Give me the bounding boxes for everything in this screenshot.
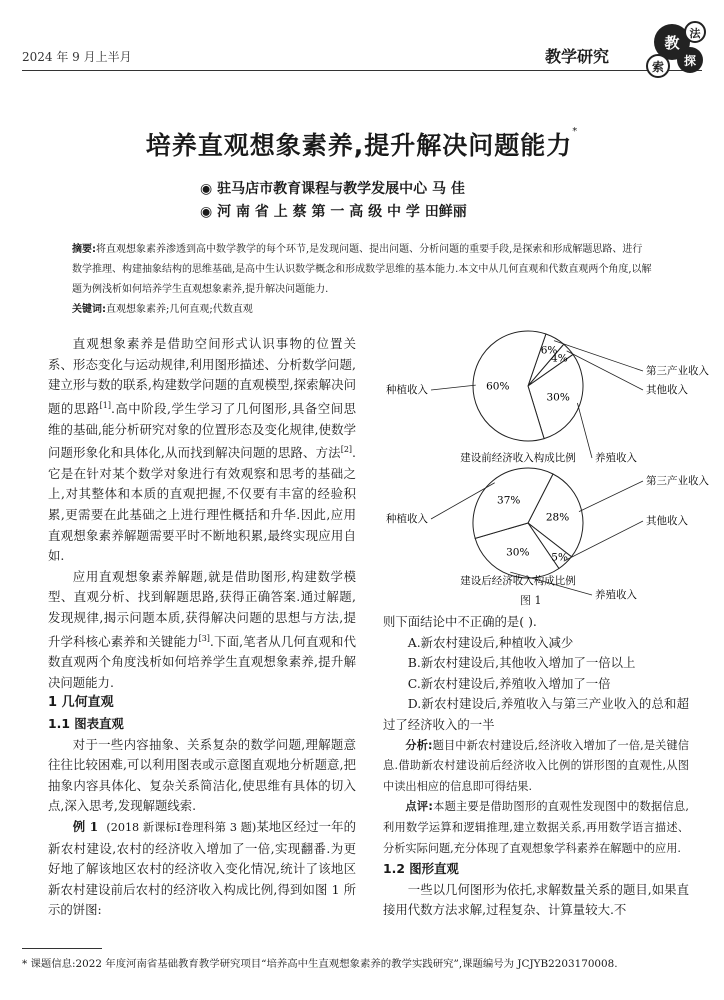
body-paragraph: 对于一些内容抽象、关系复杂的数学问题,理解题意往往比较困难,可以利用图表或示意图直观地分析题意,把抽象内容具体化、复杂关系简洁化,使思维有具体的切入点,深入思考,发现解题线索. xyxy=(48,736,356,814)
comment-paragraph xyxy=(383,797,689,859)
right-column xyxy=(383,612,689,921)
chart-title: 建设后经济收入构成比例 xyxy=(460,575,576,587)
chart-title: 建设前经济收入构成比例 xyxy=(460,452,576,464)
figure-1 xyxy=(376,328,709,616)
footnote-rule xyxy=(22,948,102,949)
abstract-text: 将直观想象素养渗透到高中数学教学的每个环节,是发现问题、提出问题、分析问题的重要手段,是探索和形成解题思路、进行数学推理、构建抽象结构的思维基础,是高中生认识数学概念和形成数学思维的基本能力.本文中从几何直观和代数直观两个角度,以解题为例浅析如何培养学生直观想象素养,提升解决问题能力. xyxy=(72,244,652,295)
analysis-text: 题目中新农村建设后,经济收入增加了一倍,是关键信息.借助新农村建设前后经济收入比例的饼形图的直观性,从图中读出相应的信息即可得结果. xyxy=(383,738,689,793)
slice-category-label: 其他收入 xyxy=(646,384,688,396)
analysis-paragraph xyxy=(383,736,689,798)
keywords xyxy=(72,300,253,315)
text-span: 直观想象素养是借助空间形式认识事物的位置关系、形态变化与运动规律,利用图形描述、分析数学问题,建立形与数的联系,构建数学问题的直观模型,探索解决问题的思路 xyxy=(48,336,356,416)
body-paragraph xyxy=(48,567,356,694)
keywords-label: 关键词: xyxy=(72,304,106,315)
left-column xyxy=(48,334,356,921)
abstract xyxy=(72,240,652,300)
logo-char: 索 xyxy=(651,60,665,74)
article-title xyxy=(0,126,724,162)
citation: [1] xyxy=(99,400,111,410)
leader-line xyxy=(577,403,592,458)
logo-char: 探 xyxy=(683,54,697,68)
subsection-heading: 1.1 图表直观 xyxy=(48,716,124,732)
example-text: 某地区经过一年的新农村建设,农村的经济收入增加了一倍,实现翻番.为更好地了解该地区农村的经济收入变化情况,统计了该地区新农村建设前后农村的经济收入构成比例,得到如图 1 所示的饼图: xyxy=(48,819,357,918)
body-paragraph xyxy=(48,334,356,567)
slice-category-label: 第三产业收入 xyxy=(646,475,709,487)
title-text: 培养直观想象素养,提升解决问题能力 xyxy=(145,131,573,160)
slice-value-label: 30% xyxy=(546,391,570,404)
body-paragraph: 一些以几何图形为依托,求解数量关系的题目,如果直接用代数方法求解,过程复杂、计算量较大.不 xyxy=(383,881,689,918)
example-label: 例 1 xyxy=(72,819,99,835)
title-footnote-mark: * xyxy=(572,126,579,137)
leader-line xyxy=(579,481,643,512)
slice-category-label: 养殖收入 xyxy=(595,589,637,601)
abstract-label: 摘要: xyxy=(72,244,96,255)
example-paragraph xyxy=(48,817,356,921)
text-span: 应用直观想象素养解题,就是借助图形,构建数学模型、直观分析、找到解题思路,获得正确答案.通过解题,发现规律,揭示问题本质,获得解决问题的思想与方法,提升学科核心素养和关键能力 xyxy=(48,568,356,649)
text-span: .高中阶段,学生学习了几何图形,具备空间思维的基础,能分析研究对象的位置形态及变化规律,使数学问题形象化和具体化,从而找到解决问题的思路、方法 xyxy=(48,400,356,461)
analysis-label: 分析: xyxy=(405,738,433,752)
citation: [3] xyxy=(198,633,210,643)
slice-category-label: 种植收入 xyxy=(386,384,428,396)
logo-char: 教 xyxy=(664,34,680,52)
section-heading: 1 几何直观 xyxy=(48,695,114,711)
author-line: ◉ 驻马店市教育课程与教学发展中心 马 佳 xyxy=(200,181,465,197)
question-stem: 则下面结论中不正确的是( ). xyxy=(383,614,537,629)
leader-line xyxy=(431,385,476,390)
slice-value-label: 37% xyxy=(497,494,521,507)
comment-label: 点评: xyxy=(405,800,433,814)
column-logo xyxy=(632,12,712,84)
choice-b: B.新农村建设后,其他收入增加了一倍以上 xyxy=(407,655,636,671)
text-span: .下面,笔者从几何直观和代数直观两个角度浅析如何培养学生直观想象素养,提升解决问题能力. xyxy=(48,633,356,690)
running-header-date: 2024 年 9 月上半月 xyxy=(22,50,132,64)
slice-value-label: 4% xyxy=(551,352,568,365)
logo-char: 法 xyxy=(689,27,701,40)
slice-category-label: 其他收入 xyxy=(646,515,688,527)
choice-c: C.新农村建设后,养殖收入增加了一倍 xyxy=(407,675,611,691)
example-source: (2018 新课标Ⅰ卷理科第 3 题) xyxy=(106,821,257,835)
pie-chart-after xyxy=(386,468,709,601)
slice-value-label: 60% xyxy=(486,380,510,393)
choice-a: A.新农村建设后,种植收入减少 xyxy=(407,634,574,650)
choice-d: D.新农村建设后,养殖收入与第三产业收入的总和超过了经济收入的一半 xyxy=(383,696,689,732)
header-rule xyxy=(22,70,702,71)
comment-text: 本题主要是借助图形的直观性发现图中的数据信息,利用数学运算和逻辑推理,建立数据关系,再用数学语言描述、分析实际问题,充分体现了直观想象学科素养在解题中的应用. xyxy=(383,800,689,855)
slice-value-label: 28% xyxy=(545,511,570,524)
slice-category-label: 第三产业收入 xyxy=(646,365,709,377)
footnote: * 课题信息:2022 年度河南省基础教育教学研究项目“培养高中生直观想象素养的教学实践研究”,课题编号为 JCJYB2203170008. xyxy=(22,958,618,970)
running-header-column: 教学研究 xyxy=(545,47,610,66)
slice-category-label: 养殖收入 xyxy=(595,452,637,464)
slice-category-label: 种植收入 xyxy=(386,513,428,525)
subsection-heading: 1.2 图形直观 xyxy=(383,861,459,877)
slice-value-label: 5% xyxy=(551,551,568,564)
citation: [2] xyxy=(340,445,353,455)
figure-caption: 图 1 xyxy=(520,594,542,607)
slice-value-label: 6% xyxy=(540,344,558,357)
pie-chart-before xyxy=(386,331,709,464)
slice-value-label: 30% xyxy=(506,546,530,559)
keywords-text: 直观想象素养;几何直观;代数直观 xyxy=(106,304,253,315)
author-line: ◉ 河 南 省 上 蔡 第 一 高 级 中 学 田鲜丽 xyxy=(200,204,467,220)
text-span: .它是在针对某个数学对象进行有效观察和思考的基础之上,对其整体和本质的直观把握,不仅要有丰富的经验积累,更需要在此基础之上进行理性概括和升华.因此,应用直观想象素养解题需要平时不断地积累,最终实现应用自如. xyxy=(48,445,356,564)
